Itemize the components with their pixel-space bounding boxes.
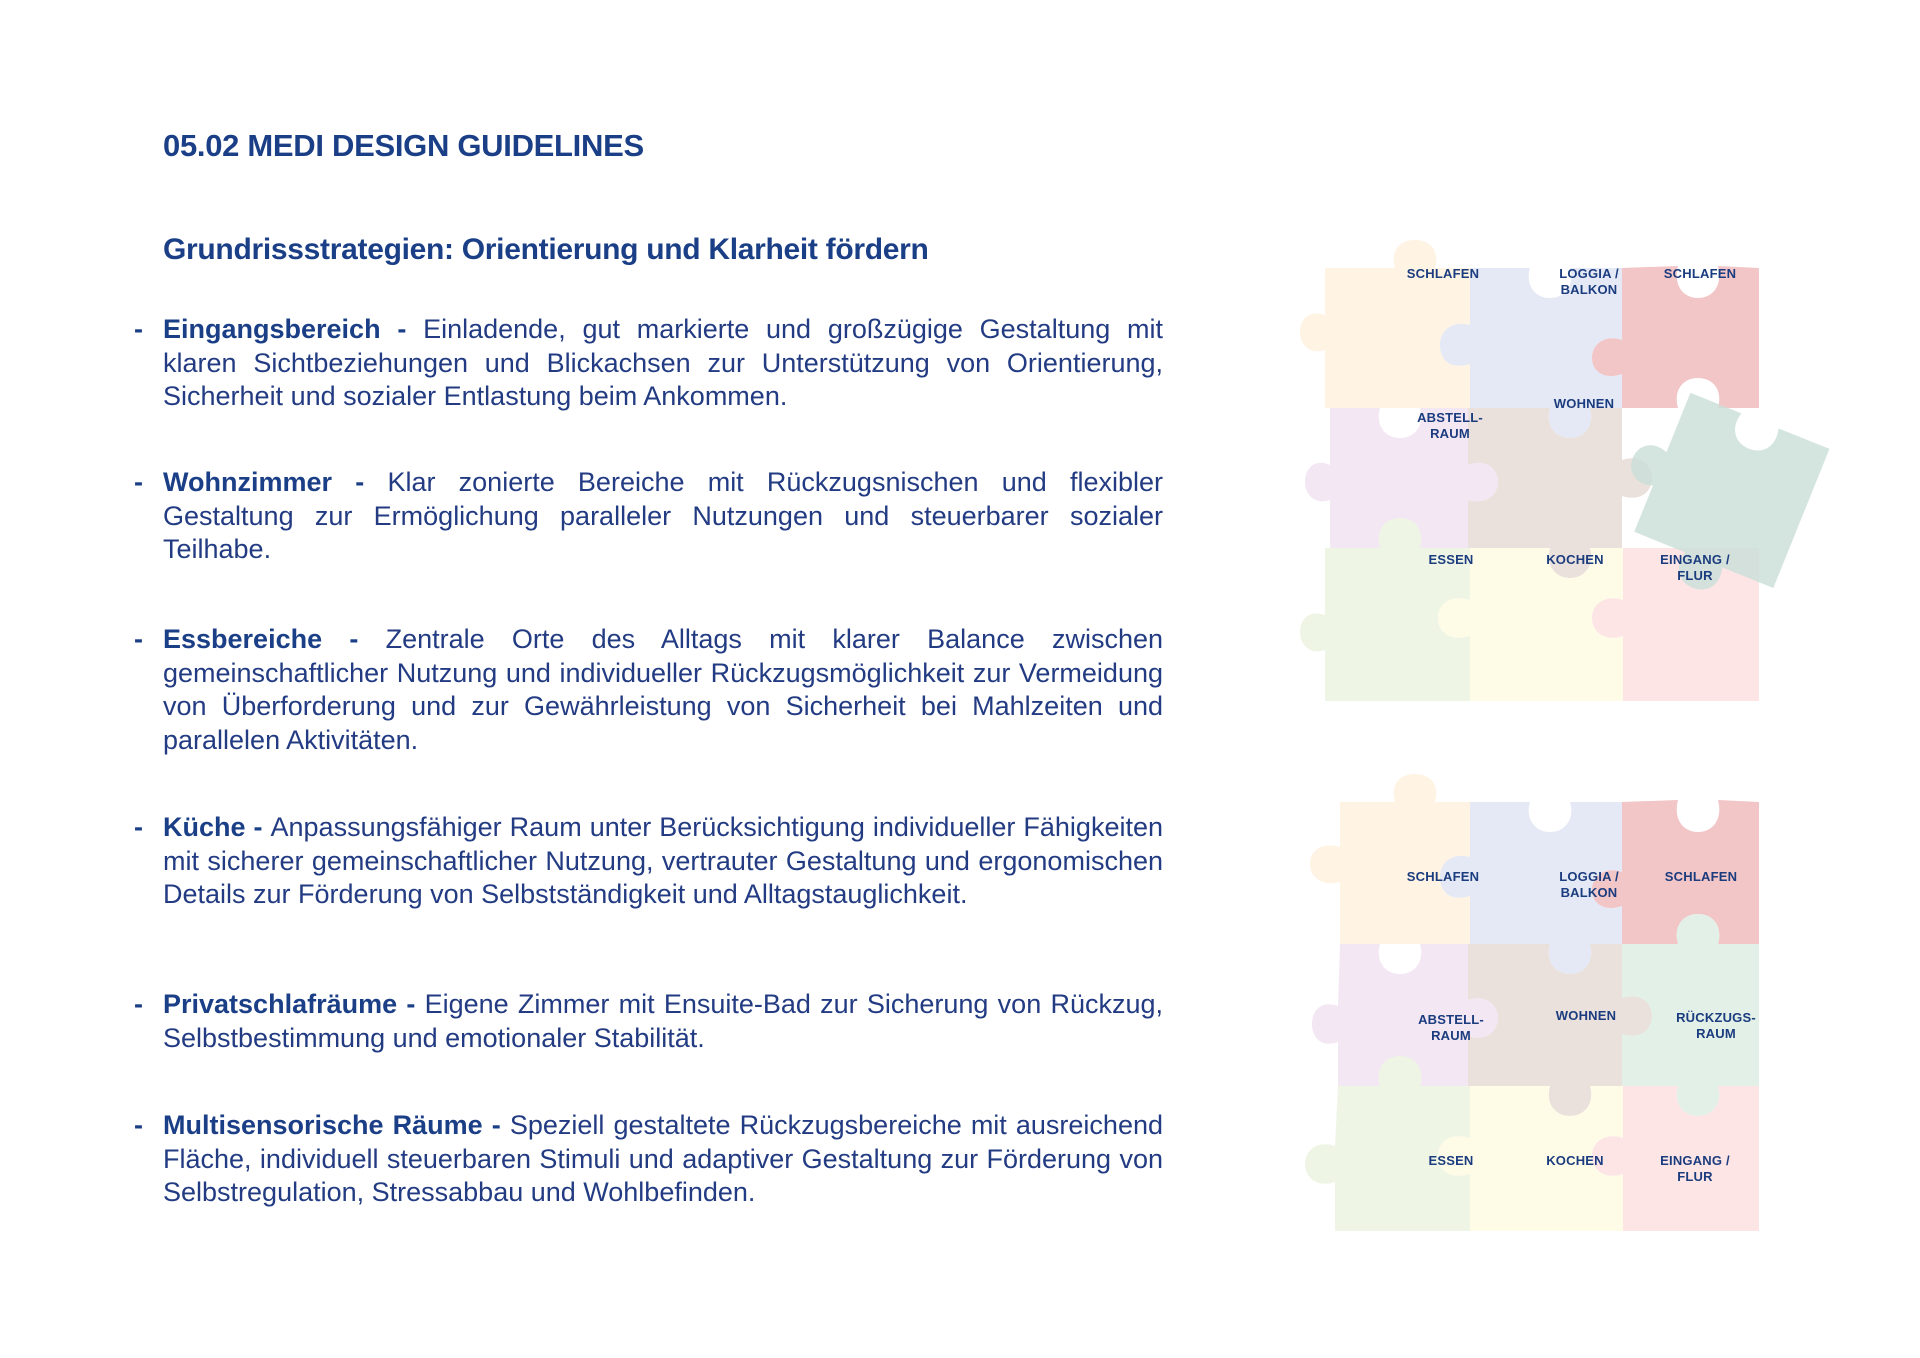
item-separator: - [482,1110,510,1140]
item-label: Privatschlafräume [163,989,398,1019]
item-separator: - [322,624,386,654]
guideline-item-kueche [134,811,1163,912]
item-label: Küche [163,812,246,842]
room-label-loggia-balkon: LOGGIA / BALKON [1559,869,1619,900]
item-label: Wohnzimmer [163,467,333,497]
guideline-item-essbereiche [134,623,1163,757]
section-subtitle: Grundrissstrategien: Orientierung und Klarheit fördern [163,233,929,266]
room-label-loggia-balkon: LOGGIA / BALKON [1559,266,1619,297]
guideline-item-privatschlafraeume [134,988,1163,1055]
item-label: Multisensorische Räume [163,1110,483,1140]
bullet-dash: - [134,989,143,1019]
room-label-eingang-flur: EINGANG / FLUR [1660,1153,1730,1184]
item-text: Speziell gestaltete Rückzugsbereiche mit ausreichend Fläche, individuell steuerbaren Stimuli und adaptiver Gestaltung zur Förderung von Selbstregulation, Stressabbau und Wohlbefinden. [163,1110,1163,1207]
room-label-schlafen: SCHLAFEN [1406,266,1480,281]
page-title: 05.02 MEDI DESIGN GUIDELINES [163,128,644,163]
item-label: Essbereiche [163,624,323,654]
item-text: Einladende, gut markierte und großzügige Gestaltung mit klaren Sichtbeziehungen und Blickachsen zur Unterstützung von Orientierung, Sicherheit und sozialer Entlastung beim Ankommen. [163,314,1163,411]
floorplan-puzzle-diagram-complete [1300,772,1780,1242]
item-separator: - [332,467,388,497]
room-label-essen: ESSEN [1428,552,1474,567]
guideline-item-eingangsbereich [134,313,1163,414]
item-text: Zentrale Orte des Alltags mit klarer Balance zwischen gemeinschaftlicher Nutzung und individueller Rückzugsmöglichkeit zur Vermeidung von Überforderung und zur Gewährleistung von Sicherheit bei Mahlzeiten und parallelen Aktivitäten. [163,624,1163,755]
bullet-dash: - [134,467,143,497]
bullet-dash: - [134,1110,143,1140]
room-label-eingang-flur: EINGANG / FLUR [1660,552,1730,583]
room-label-abstellraum: ABSTELL- RAUM [1417,410,1483,441]
floorplan-puzzle-diagram-incomplete [1300,240,1860,720]
bullet-dash: - [134,812,143,842]
item-separator: - [397,989,425,1019]
room-label-schlafen: SCHLAFEN [1406,869,1480,884]
room-label-abstellraum: ABSTELL- RAUM [1418,1012,1484,1043]
item-text: Anpassungsfähiger Raum unter Berücksichtigung individueller Fähigkeiten mit sicherer gemeinschaftlicher Nutzung, vertrauter Gestaltung und ergonomischen Details zur Förderung von Selbstständigkeit und Alltagstauglichkeit. [163,812,1163,909]
room-label-essen: ESSEN [1428,1153,1474,1168]
room-label-kochen: KOCHEN [1546,552,1604,567]
room-label-wohnen: WOHNEN [1553,396,1615,411]
bullet-dash: - [134,314,143,344]
guideline-item-wohnzimmer [134,466,1164,567]
room-label-wohnen: WOHNEN [1555,1008,1617,1023]
room-label-schlafen: SCHLAFEN [1664,869,1738,884]
item-separator: - [380,314,424,344]
puzzle-pieces-graphic [1300,240,1860,720]
guideline-item-multisensorische-raeume [134,1109,1163,1210]
bullet-dash: - [134,624,143,654]
item-text: Eigene Zimmer mit Ensuite-Bad zur Sicherung von Rückzug, Selbstbestimmung und emotionaler Stabilität. [163,989,1163,1053]
item-text: Klar zonierte Bereiche mit Rückzugsnischen und flexibler Gestaltung zur Ermöglichung paralleler Nutzungen und steuerbarer sozialer Teilhabe. [163,467,1164,564]
room-label-kochen: KOCHEN [1546,1153,1604,1168]
room-label-rueckzugsraum: RÜCKZUGS- RAUM [1676,1010,1756,1041]
room-label-schlafen: SCHLAFEN [1663,266,1737,281]
item-label: Eingangsbereich [163,314,381,344]
item-separator: - [245,812,271,842]
